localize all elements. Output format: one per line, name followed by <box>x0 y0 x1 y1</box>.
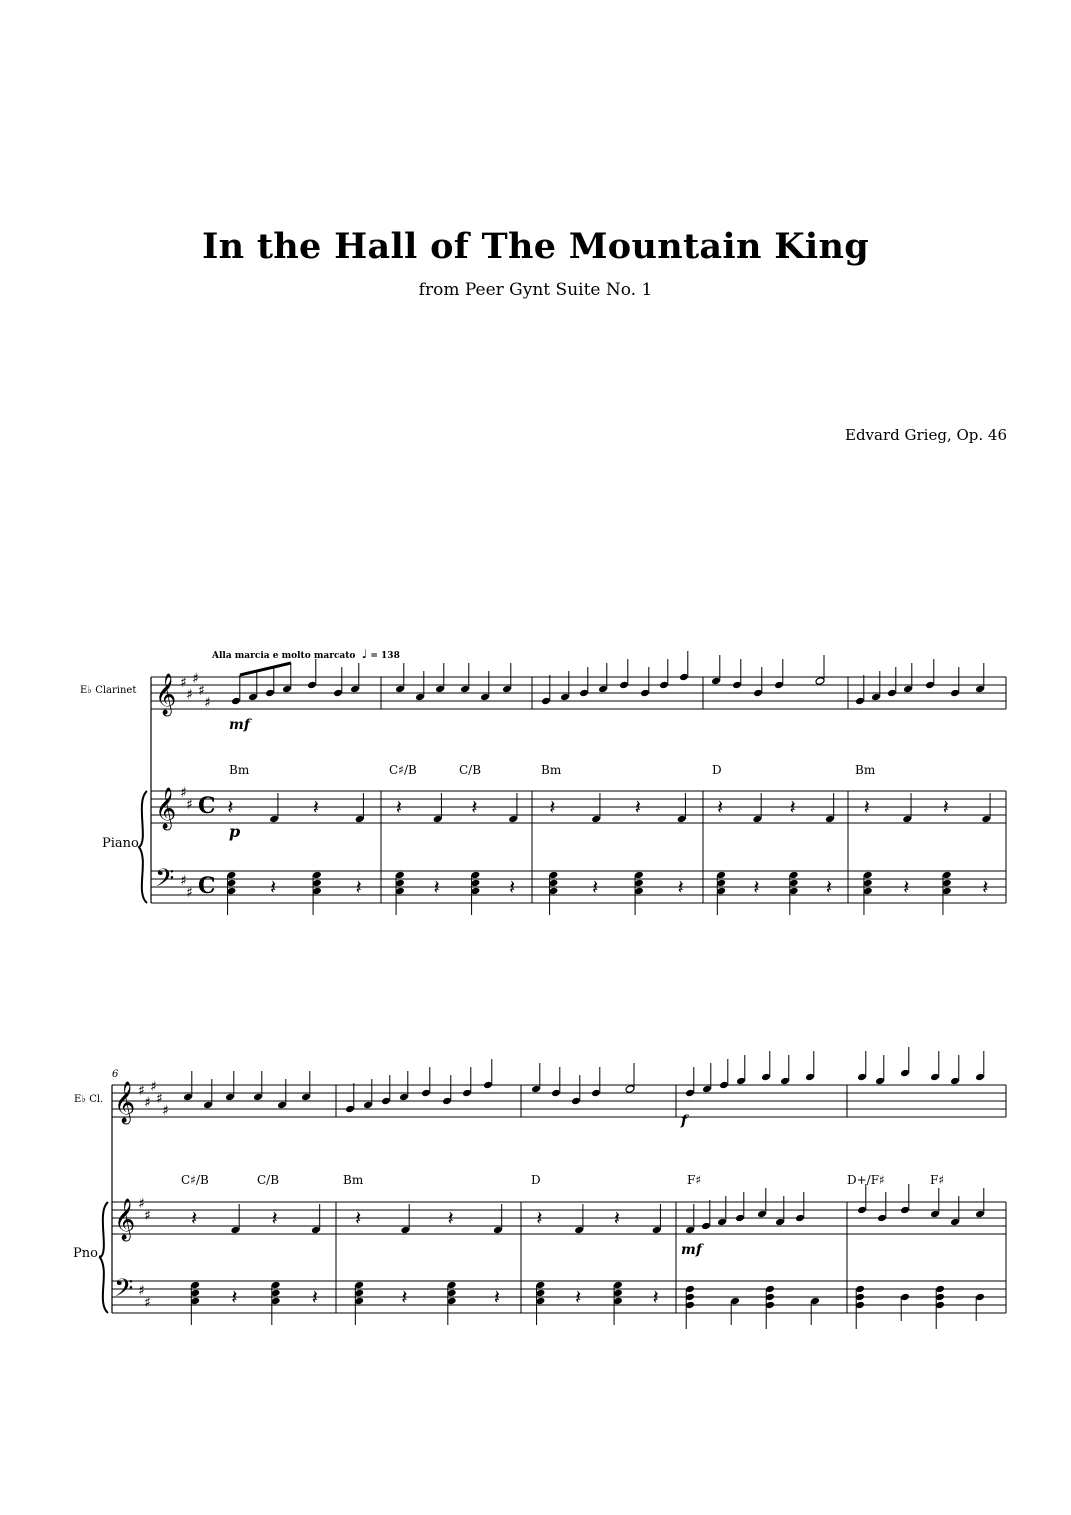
common-time-icon: C <box>198 873 216 899</box>
piano-brace <box>100 1202 108 1313</box>
sharp-icon: ♯ <box>156 1091 163 1107</box>
quarter-rest: 𝄽 <box>753 875 760 899</box>
quarter-rest: 𝄽 <box>789 795 796 819</box>
quarter-rest: 𝄽 <box>942 795 949 819</box>
quarter-rest: 𝄽 <box>355 1206 362 1230</box>
quarter-rest: 𝄽 <box>903 875 910 899</box>
quarter-rest: 𝄽 <box>191 1206 198 1230</box>
sharp-icon: ♯ <box>138 1196 145 1212</box>
bass-clef-icon: 𝄢 <box>114 1274 134 1309</box>
sharp-icon: ♯ <box>150 1079 157 1095</box>
quarter-rest: 𝄽 <box>270 875 277 899</box>
sharp-icon: ♯ <box>180 675 187 691</box>
dynamic-marking-piano: mf <box>681 1242 702 1258</box>
quarter-rest: 𝄽 <box>677 875 684 899</box>
piano-brace <box>139 791 147 903</box>
sharp-icon: ♯ <box>186 687 193 703</box>
quarter-rest: 𝄽 <box>863 795 870 819</box>
quarter-rest: 𝄽 <box>825 875 832 899</box>
quarter-rest: 𝄽 <box>549 795 556 819</box>
treble-clef-icon: 𝄞 <box>114 1082 136 1123</box>
dynamic-marking-clarinet: f <box>681 1113 688 1129</box>
measure-number: 6 <box>112 1069 119 1080</box>
sharp-icon: ♯ <box>162 1103 169 1119</box>
quarter-rest: 𝄽 <box>536 1206 543 1230</box>
sharp-icon: ♯ <box>204 695 211 711</box>
quarter-rest: 𝄽 <box>509 875 516 899</box>
quarter-rest: 𝄽 <box>493 1285 500 1309</box>
chord-symbol: C/B <box>459 763 482 777</box>
piece-title: In the Hall of The Mountain King <box>201 226 870 267</box>
treble-clef-icon: 𝄞 <box>155 674 177 715</box>
quarter-rest: 𝄽 <box>433 875 440 899</box>
quarter-rest: 𝄽 <box>231 1285 238 1309</box>
tempo-bpm: = 138 <box>370 651 400 661</box>
quarter-rest: 𝄽 <box>447 1206 454 1230</box>
piano-instrument-label: Pno. <box>73 1246 102 1261</box>
quarter-rest: 𝄽 <box>982 875 989 899</box>
sharp-icon: ♯ <box>144 1295 151 1311</box>
quarter-rest: 𝄽 <box>471 795 478 819</box>
clarinet-instrument-label: E♭ Cl. <box>74 1094 104 1105</box>
sharp-icon: ♯ <box>144 1095 151 1111</box>
chord-symbol: F♯ <box>687 1173 702 1187</box>
chord-symbol: Bm <box>541 763 562 777</box>
quarter-rest: 𝄽 <box>575 1285 582 1309</box>
quarter-rest: 𝄽 <box>311 1285 318 1309</box>
chord-symbol: C/B <box>257 1173 280 1187</box>
notehead <box>625 1085 635 1094</box>
common-time-icon: C <box>198 793 216 819</box>
treble-clef-icon: 𝄞 <box>114 1199 136 1240</box>
sharp-icon: ♯ <box>144 1208 151 1224</box>
sharp-icon: ♯ <box>198 683 205 699</box>
quarter-rest: 𝄽 <box>227 795 234 819</box>
tempo-note-icon: ♩ <box>361 647 368 661</box>
quarter-rest: 𝄽 <box>395 795 402 819</box>
quarter-rest: 𝄽 <box>271 1206 278 1230</box>
quarter-rest: 𝄽 <box>613 1206 620 1230</box>
chord-symbol: F♯ <box>930 1173 945 1187</box>
composer-credit: Edvard Grieg, Op. 46 <box>845 426 1007 444</box>
quarter-rest: 𝄽 <box>312 795 319 819</box>
chord-symbol: D <box>531 1173 541 1187</box>
chord-symbol: D+/F♯ <box>847 1173 885 1187</box>
quarter-rest: 𝄽 <box>652 1285 659 1309</box>
notehead <box>815 677 825 686</box>
clarinet-instrument-label: E♭ Clarinet <box>80 685 137 696</box>
piece-subtitle: from Peer Gynt Suite No. 1 <box>418 280 653 300</box>
treble-clef-icon: 𝄞 <box>155 788 177 829</box>
chord-symbol: Bm <box>343 1173 364 1187</box>
quarter-rest: 𝄽 <box>634 795 641 819</box>
beam <box>240 663 291 675</box>
chord-symbol: D <box>712 763 722 777</box>
chord-symbol: C♯/B <box>389 763 417 777</box>
quarter-rest: 𝄽 <box>355 875 362 899</box>
sharp-icon: ♯ <box>180 873 187 889</box>
chord-symbol: C♯/B <box>181 1173 209 1187</box>
sharp-icon: ♯ <box>138 1283 145 1299</box>
dynamic-marking-piano: p <box>229 822 241 841</box>
sharp-icon: ♯ <box>192 671 199 687</box>
tempo-text: Alla marcia e molto marcato <box>212 651 356 661</box>
quarter-rest: 𝄽 <box>592 875 599 899</box>
dynamic-marking-clarinet: mf <box>229 717 250 733</box>
quarter-rest: 𝄽 <box>717 795 724 819</box>
bass-clef-icon: 𝄢 <box>155 864 175 899</box>
chord-symbol: Bm <box>855 763 876 777</box>
quarter-rest: 𝄽 <box>401 1285 408 1309</box>
sharp-icon: ♯ <box>186 797 193 813</box>
piano-instrument-label: Piano <box>102 836 139 851</box>
sharp-icon: ♯ <box>180 785 187 801</box>
chord-symbol: Bm <box>229 763 250 777</box>
sharp-icon: ♯ <box>186 885 193 901</box>
sharp-icon: ♯ <box>138 1083 145 1099</box>
